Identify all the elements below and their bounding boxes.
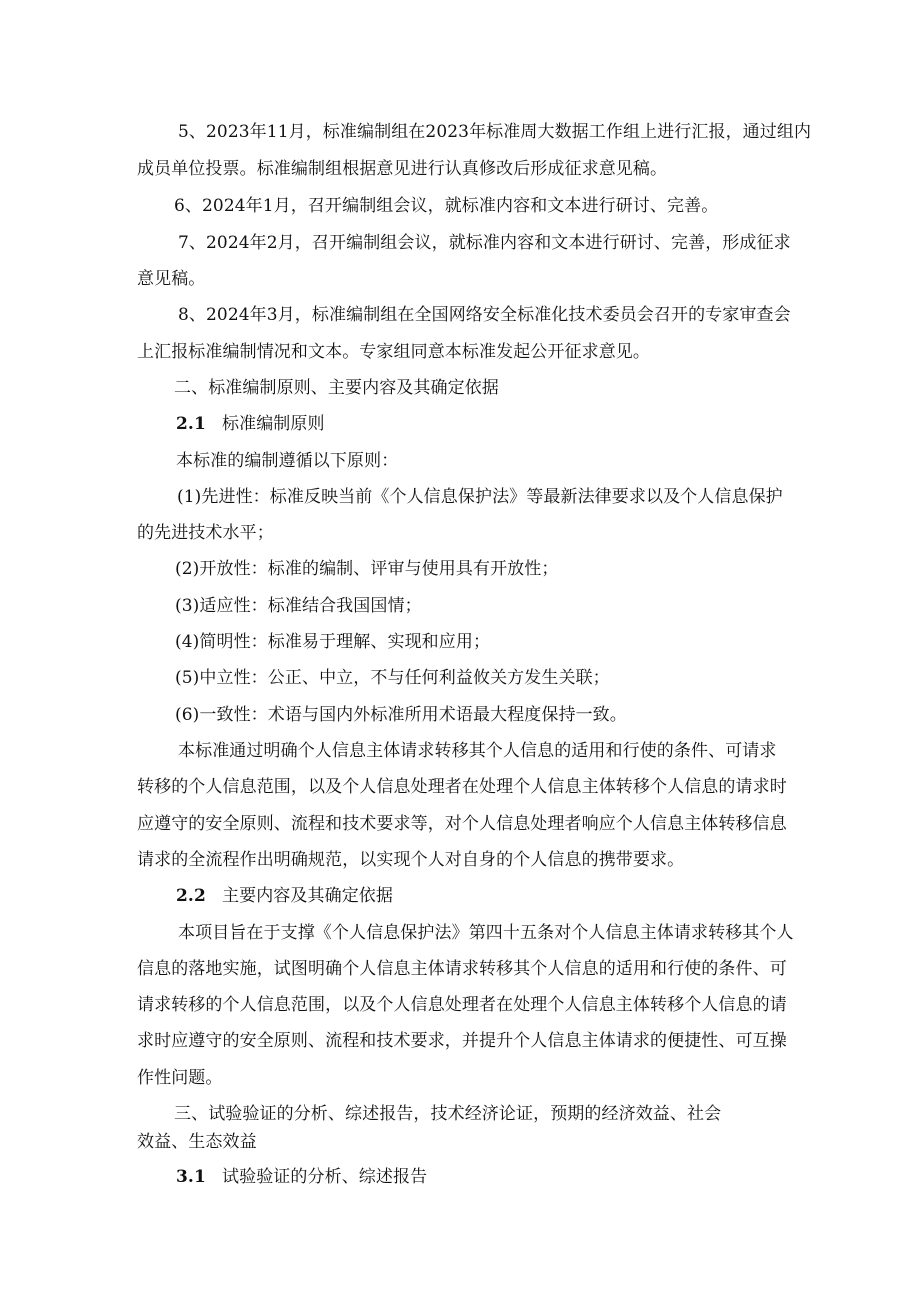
- subsection-title: 主要内容及其确定依据: [222, 886, 393, 906]
- list-item: (6)一致性：术语与国内外标准所用术语最大程度保持一致。: [175, 705, 627, 725]
- subsection-title: 标准编制原则: [222, 414, 325, 434]
- list-item: (4)简明性：标准易于理解、实现和应用；: [175, 632, 491, 652]
- section-heading-continued: 效益、生态效益: [137, 1132, 257, 1152]
- paragraph-line: 请求的全流程作出明确规范，以实现个人对自身的个人信息的携带要求。: [137, 850, 685, 870]
- paragraph-line: 6、2024年1月，召开编制组会议，就标准内容和文本进行研讨、完善。: [174, 196, 719, 216]
- subsection-number: 2.2: [176, 886, 206, 906]
- subsection-heading: [176, 1166, 427, 1188]
- section-heading: 三、试验验证的分析、综述报告，技术经济论证，预期的经济效益、社会: [174, 1104, 722, 1124]
- paragraph-line: 信息的落地实施，试图明确个人信息主体请求转移其个人信息的适用和行使的条件、可: [137, 959, 787, 979]
- paragraph-line: 求时应遵守的安全原则、流程和技术要求，并提升个人信息主体请求的便捷性、可互操: [137, 1031, 787, 1051]
- paragraph-line: 应遵守的安全原则、流程和技术要求等，对个人信息处理者响应个人信息主体转移信息: [137, 814, 787, 834]
- paragraph-line: 8、2024年3月，标准编制组在全国网络安全标准化技术委员会召开的专家审查会: [178, 305, 791, 325]
- subsection-number: 3.1: [176, 1167, 206, 1187]
- section-heading: 二、标准编制原则、主要内容及其确定依据: [174, 378, 499, 398]
- paragraph-line: 转移的个人信息范围，以及个人信息处理者在处理个人信息主体转移个人信息的请求时: [137, 777, 787, 797]
- subsection-heading: [176, 885, 393, 907]
- paragraph-line: 7、2024年2月，召开编制组会议，就标准内容和文本进行研讨、完善，形成征求: [178, 233, 791, 253]
- subsection-title: 试验验证的分析、综述报告: [222, 1167, 428, 1187]
- paragraph-line: 本标准的编制遵循以下原则：: [176, 451, 399, 471]
- subsection-heading: [176, 413, 325, 435]
- paragraph-line: 请求转移的个人信息范围，以及个人信息处理者在处理个人信息主体转移个人信息的请: [137, 995, 787, 1015]
- list-item: (3)适应性：标准结合我国国情；: [175, 596, 422, 616]
- paragraph-line: 上汇报标准编制情况和文本。专家组同意本标准发起公开征求意见。: [137, 342, 650, 362]
- list-item: (2)开放性：标准的编制、评审与使用具有开放性；: [175, 559, 559, 579]
- paragraph-line: 本标准通过明确个人信息主体请求转移其个人信息的适用和行使的条件、可请求: [178, 741, 777, 761]
- paragraph-line: (1)先进性：标准反映当前《个人信息保护法》等最新法律要求以及个人信息保护: [177, 487, 783, 507]
- subsection-number: 2.1: [176, 414, 206, 434]
- paragraph-line: 作性问题。: [137, 1068, 223, 1088]
- paragraph-line: 意见稿。: [137, 269, 206, 289]
- paragraph-line: 成员单位投票。标准编制组根据意见进行认真修改后形成征求意见稿。: [137, 159, 668, 179]
- list-item: (5)中立性：公正、中立，不与任何利益攸关方发生关联；: [175, 668, 610, 688]
- paragraph-line: 的先进技术水平；: [137, 523, 274, 543]
- paragraph-line: 本项目旨在于支撑《个人信息保护法》第四十五条对个人信息主体请求转移其个人: [178, 923, 794, 943]
- paragraph-line: 5、2023年11月，标准编制组在2023年标准周大数据工作组上进行汇报，通过组内: [178, 122, 812, 142]
